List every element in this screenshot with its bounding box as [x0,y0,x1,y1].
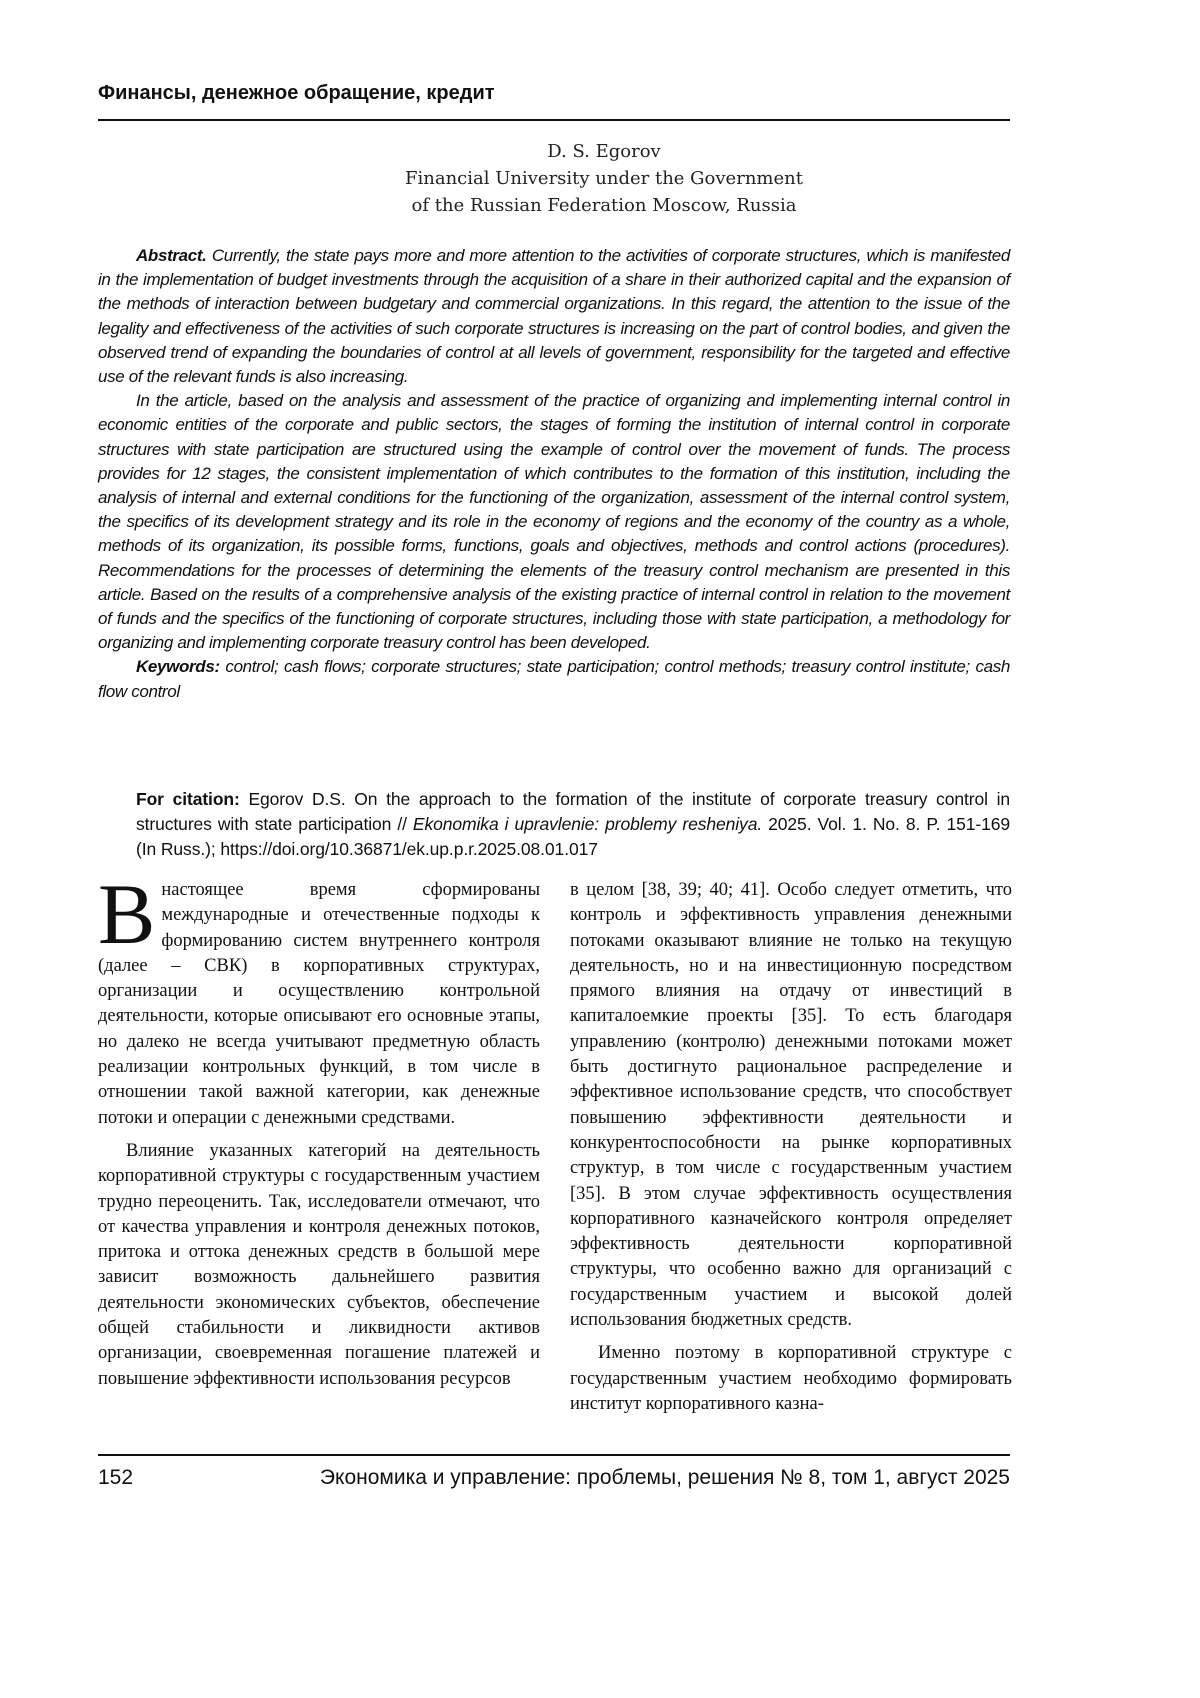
keywords-text: control; cash flows; corporate structures; state participation; control methods; treasury control institute; cash flow control [98,657,1010,700]
paragraph-text: настоящее время сформированы международные и отечественные подходы к формированию систем внутреннего контроля (далее – СВК) в корпоративных структурах, организации и осуществлению контрольной деятельности, которые описывают его основные этапы, но далеко не всегда учитывают предметную область реализации контрольных функций, в том числе в отношении такой важной категории, как денежные потоки и операции с денежными средствами. [98,880,540,1128]
keywords [98,655,1010,703]
abstract-label: Abstract. [136,246,207,265]
right-column [570,878,1012,1417]
body-paragraph: Влияние указанных категорий на деятельность корпоративной структуры с государственным участием трудно переоценить. Так, исследователи отмечают, что от качества управления и контроля денежных потоков, притока и оттока денежных средств в большой мере зависит возможность дальнейшего развития деятельности экономических субъектов, обеспечение общей стабильности и ликвидности активов организации, своевременная погашение платежей и повышение эффективности использования ресурсов [98,1139,540,1392]
header-rule [98,119,1010,121]
citation-text-after: 2025. Vol. 1. No. 8. P. 151-169 (In Russ.); https://doi.org/10.36871/ek.up.p.r.2025.08.01.017 [136,814,1010,859]
citation-text: Egorov D.S. On the approach to the formation of the institute of corporate treasury control in structures with state participation // [136,789,1010,834]
citation-label: For citation: [136,789,240,809]
author-name: D. S. Egorov [98,138,1110,165]
footer [98,1466,1010,1490]
drop-cap: В [98,882,155,952]
keywords-label: Keywords: [136,657,220,676]
citation [136,787,1010,862]
body-paragraph: Именно поэтому в корпоративной структуре с государственным участием необходимо формировать институт корпоративного казна- [570,1341,1012,1417]
affiliation-line: of the Russian Federation Moscow, Russia [98,192,1110,219]
citation-journal: Ekonomika i upravlenie: problemy resheniya. [413,814,762,834]
abstract-paragraph: In the article, based on the analysis and assessment of the practice of organizing and implementing internal control in economic entities of the corporate and public sectors, the stages of forming the institution of internal control in corporate structures with state participation are structured using the example of control over the movement of funds. The process provides for 12 stages, the consistent implementation of which contributes to the formation of this institution, including the analysis of internal and external conditions for the functioning of the organization, assessment of the internal control system, the specifics of its development strategy and its role in the economy of regions and the economy of the country as a whole, methods of its organization, its possible forms, functions, goals and objectives, methods and control actions (procedures). Recommendations for the processes of determining the elements of the treasury control mechanism are presented in this article. Based on the results of a comprehensive analysis of the existing practice of internal control in relation to the movement of funds and the specifics of the functioning of corporate structures, including those with state participation, a methodology for organizing and implementing corporate treasury control has been developed. [98,389,1010,655]
left-column [98,878,540,1392]
body-paragraph [98,878,540,1131]
abstract-paragraph [98,244,1010,389]
body-paragraph: в целом [38, 39; 40; 41]. Особо следует отметить, что контроль и эффективность управления денежными потоками оказывают влияние не только на текущую деятельность, но и на инвестиционную посредством прямого влияния на отдачу от инвестиций в капиталоемкие проекты [35]. То есть благодаря управлению (контролю) денежными потоками может быть достигнуто рациональное распределение и эффективное использование средств, что способствует повышению эффективности деятельности и конкурентоспособности на рынке корпоративных структур, в том числе с государственным участием [35]. В этом случае эффективность осуществления корпоративного казначейского контроля определяет эффективность деятельности корпоративной структуры, что особенно важно для организаций с государственным участием и высокой долей использования бюджетных средств. [570,878,1012,1333]
section-title: Финансы, денежное обращение, кредит [98,82,1010,105]
page-number: 152 [98,1466,133,1490]
footer-rule [98,1454,1010,1456]
abstract [98,244,1010,704]
author-block [98,138,1110,219]
abstract-text: Currently, the state pays more and more attention to the activities of corporate structures, which is manifested in the implementation of budget investments through the acquisition of a share in their authorized capital and the expansion of the methods of interaction between budgetary and commercial organizations. In this regard, the attention to the issue of the legality and effectiveness of the activities of such corporate structures is increasing on the part of control bodies, and given the observed trend of expanding the boundaries of control at all levels of government, responsibility for the targeted and effective use of the relevant funds is also increasing. [98,246,1010,386]
journal-info: Экономика и управление: проблемы, решения № 8, том 1, август 2025 [320,1466,1010,1490]
affiliation-line: Financial University under the Government [98,165,1110,192]
